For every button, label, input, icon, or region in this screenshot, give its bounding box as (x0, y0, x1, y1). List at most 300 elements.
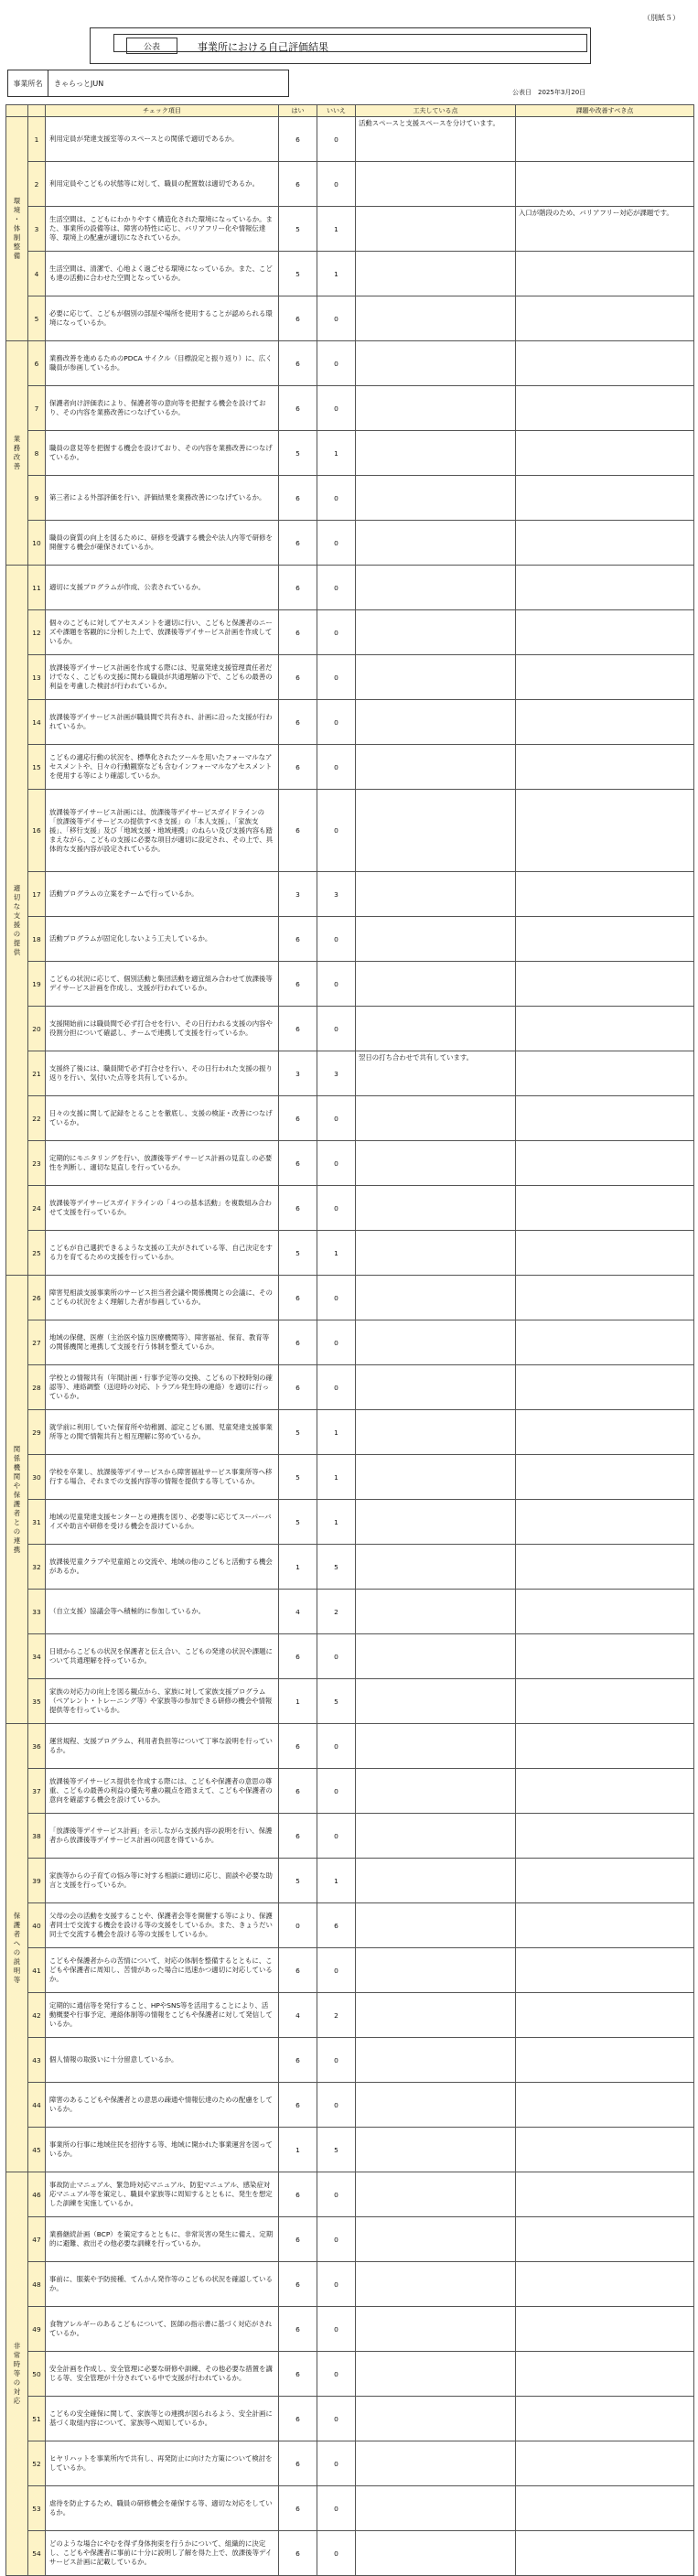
kufu-note (356, 2531, 516, 2576)
yes-count: 6 (279, 1320, 317, 1365)
yes-count: 6 (279, 296, 317, 341)
kufu-note (356, 1814, 516, 1859)
item-number: 29 (28, 1410, 46, 1455)
item-number: 10 (28, 521, 46, 566)
kadai-note (516, 917, 694, 962)
kadai-note (516, 117, 694, 162)
kadai-note (516, 341, 694, 386)
check-item-text: 活動プログラムの立案をチームで行っているか。 (46, 872, 279, 917)
yes-count: 6 (279, 1096, 317, 1141)
kufu-note: 翌日の打ち合わせで共有しています。 (356, 1051, 516, 1096)
item-number: 23 (28, 1141, 46, 1186)
yes-count: 5 (279, 1455, 317, 1500)
yes-count: 1 (279, 2128, 317, 2172)
item-number: 37 (28, 1769, 46, 1814)
table-row (6, 1455, 694, 1500)
kadai-note (516, 1634, 694, 1679)
check-item-text: 職員の意見等を把握する機会を設けており、その内容を業務改善につなげているか。 (46, 431, 279, 476)
check-item-text: 適切に支援プログラムが作成、公表されているか。 (46, 566, 279, 610)
check-item-text: 父母の会の活動を支援することや、保護者会等を開催する等により、保護者同士で交流する機会を設ける等の支援をしているか。また、きょうだい同士で交流する機会を設ける等の支援をしているか。 (46, 1903, 279, 1948)
check-item-text: 必要に応じて、こどもが個別の部屋や場所を使用することが認められる環境になっているか。 (46, 296, 279, 341)
no-count: 1 (317, 1410, 356, 1455)
kufu-note (356, 207, 516, 252)
kadai-note (516, 1769, 694, 1814)
item-number: 31 (28, 1500, 46, 1545)
no-count: 1 (317, 431, 356, 476)
no-count: 0 (317, 1276, 356, 1320)
table-row (6, 790, 694, 872)
kufu-note (356, 296, 516, 341)
item-number: 38 (28, 1814, 46, 1859)
table-row (6, 2307, 694, 2352)
office-box (7, 70, 289, 97)
table-row (6, 1948, 694, 1993)
kufu-note (356, 1141, 516, 1186)
table-row (6, 162, 694, 207)
item-number: 17 (28, 872, 46, 917)
item-number: 43 (28, 2038, 46, 2083)
check-item-text: 放課後児童クラブや児童館との交流や、地域の他のこどもと活動する機会があるか。 (46, 1545, 279, 1590)
yes-count: 6 (279, 790, 317, 872)
kufu-note (356, 917, 516, 962)
table-row (6, 1365, 694, 1410)
check-item-text: 事故防止マニュアル、緊急時対応マニュアル、防犯マニュアル、感染症対応マニュアル等を策定し、職員や家族等に周知するとともに、発生を想定した訓練を実施しているか。 (46, 2172, 279, 2217)
no-count: 0 (317, 2486, 356, 2531)
item-number: 6 (28, 341, 46, 386)
item-number: 45 (28, 2128, 46, 2172)
kadai-note (516, 1814, 694, 1859)
kadai-note (516, 1993, 694, 2038)
category-cell: 環 境 ・ 体 制 整 備 (6, 117, 28, 341)
yes-count: 6 (279, 566, 317, 610)
category-cell: 適 切 な 支 援 の 提 供 (6, 566, 28, 1276)
check-item-text: 食物アレルギーのあるこどもについて、医師の指示書に基づく対応がされているか。 (46, 2307, 279, 2352)
table-row (6, 872, 694, 917)
kadai-note (516, 296, 694, 341)
check-item-text: 就学前に利用していた保育所や幼稚園、認定こども園、児童発達支援事業所等との間で情報共有と相互理解に努めているか。 (46, 1410, 279, 1455)
table-row (6, 1007, 694, 1051)
yes-count: 6 (279, 2352, 317, 2397)
kadai-note (516, 1096, 694, 1141)
check-item-text: 学校を卒業し、放課後等デイサービスから障害福祉サービス事業所等へ移行する場合、それまでの支援内容等の情報を提供する等しているか。 (46, 1455, 279, 1500)
kufu-note (356, 1410, 516, 1455)
title-inner-frame (113, 34, 587, 52)
kadai-note (516, 1276, 694, 1320)
no-count: 1 (317, 1859, 356, 1903)
item-number: 9 (28, 476, 46, 521)
kadai-note (516, 1455, 694, 1500)
table-row (6, 2083, 694, 2128)
check-item-text: こどもの安全確保に関して、家族等との連携が図られるよう、安全計画に基づく取組内容について、家族等へ周知しているか。 (46, 2397, 279, 2441)
item-number: 51 (28, 2397, 46, 2441)
kufu-note (356, 2128, 516, 2172)
check-item-text: 放課後等デイサービス計画を作成する際には、児童発達支援管理責任者だけでなく、こどもの支援に関わる職員が共通理解の下で、こどもの最善の利益を考慮した検討が行われているか。 (46, 655, 279, 700)
kadai-note (516, 700, 694, 745)
kufu-note (356, 655, 516, 700)
check-item-text: どのような場合にやむを得ず身体拘束を行うかについて、組織的に決定し、こどもや保護者に事前に十分に説明し了解を得た上で、放課後等デイサービス計画に記載しているか。 (46, 2531, 279, 2576)
header-number (28, 105, 46, 117)
check-item-text: 第三者による外部評価を行い、評価結果を業務改善につなげているか。 (46, 476, 279, 521)
table-row (6, 1724, 694, 1769)
kadai-note (516, 1231, 694, 1276)
kadai-note (516, 2172, 694, 2217)
check-item-text: 定期的にモニタリングを行い、放課後等デイサービス計画の見直しの必要性を判断し、適切な見直しを行っているか。 (46, 1141, 279, 1186)
item-number: 33 (28, 1590, 46, 1634)
kufu-note (356, 2352, 516, 2397)
yes-count: 6 (279, 917, 317, 962)
kadai-note (516, 1500, 694, 1545)
table-row (6, 1051, 694, 1096)
kadai-note (516, 745, 694, 790)
kufu-note (356, 962, 516, 1007)
kufu-note (356, 2486, 516, 2531)
kufu-note (356, 745, 516, 790)
table-row (6, 1410, 694, 1455)
no-count: 5 (317, 2128, 356, 2172)
no-count: 0 (317, 117, 356, 162)
yes-count: 6 (279, 655, 317, 700)
table-row (6, 2038, 694, 2083)
no-count: 0 (317, 1365, 356, 1410)
check-item-text: 虐待を防止するため、職員の研修機会を確保する等、適切な対応をしているか。 (46, 2486, 279, 2531)
yes-count: 6 (279, 745, 317, 790)
item-number: 1 (28, 117, 46, 162)
kadai-note (516, 2486, 694, 2531)
kufu-note (356, 1500, 516, 1545)
check-item-text: こどもや保護者からの苦情について、対応の体制を整備するとともに、こどもや保護者に周知し、苦情があった場合に迅速かつ適切に対応しているか。 (46, 1948, 279, 1993)
kufu-note (356, 1096, 516, 1141)
kadai-note (516, 2038, 694, 2083)
table-row (6, 1634, 694, 1679)
category-cell: 業 務 改 善 (6, 341, 28, 566)
kadai-note (516, 162, 694, 207)
table-row (6, 2531, 694, 2576)
no-count: 5 (317, 1545, 356, 1590)
kufu-note (356, 1724, 516, 1769)
item-number: 3 (28, 207, 46, 252)
table-row (6, 1500, 694, 1545)
no-count: 0 (317, 745, 356, 790)
check-item-text: （自立支援）協議会等へ積極的に参加しているか。 (46, 1590, 279, 1634)
check-item-text: 障害児相談支援事業所のサービス担当者会議や関係機関との会議に、そのこどもの状況をよく理解した者が参画しているか。 (46, 1276, 279, 1320)
check-item-text: 放課後等デイサービス計画が職員間で共有され、計画に沿った支援が行われているか。 (46, 700, 279, 745)
check-item-text: 「放課後等デイサービス計画」を示しながら支援内容の説明を行い、保護者から放課後等デイサービス計画の同意を得ているか。 (46, 1814, 279, 1859)
kadai-note (516, 566, 694, 610)
no-count: 0 (317, 386, 356, 431)
table-row (6, 2486, 694, 2531)
no-count: 0 (317, 1007, 356, 1051)
check-item-text: 学校との情報共有（年間計画・行事予定等の交換、こどもの下校時刻の確認等）、連絡調整（送迎時の対応、トラブル発生時の連絡）を適切に行っているか。 (46, 1365, 279, 1410)
kadai-note (516, 1410, 694, 1455)
kadai-note (516, 1724, 694, 1769)
item-number: 54 (28, 2531, 46, 2576)
yes-count: 6 (279, 962, 317, 1007)
yes-count: 6 (279, 2486, 317, 2531)
item-number: 13 (28, 655, 46, 700)
item-number: 49 (28, 2307, 46, 2352)
check-item-text: 定期的に通信等を発行すること、HPやSNS等を活用することにより、活動概要や行事予定、連絡体制等の情報をこどもや保護者に対して発信しているか。 (46, 1993, 279, 2038)
item-number: 12 (28, 610, 46, 655)
no-count: 0 (317, 2531, 356, 2576)
check-item-text: 業務改善を進めるためのPDCA サイクル（目標設定と振り返り）に、広く職員が参画しているか。 (46, 341, 279, 386)
item-number: 36 (28, 1724, 46, 1769)
kadai-note (516, 1545, 694, 1590)
kufu-note (356, 2172, 516, 2217)
header-kufu: 工夫している点 (356, 105, 516, 117)
kufu-note (356, 1455, 516, 1500)
yes-count: 5 (279, 431, 317, 476)
yes-count: 3 (279, 1051, 317, 1096)
table-row (6, 1859, 694, 1903)
table-row (6, 341, 694, 386)
header-category (6, 105, 28, 117)
yes-count: 6 (279, 1634, 317, 1679)
check-item-text: 利用定員やこどもの状態等に対して、職員の配置数は適切であるか。 (46, 162, 279, 207)
no-count: 2 (317, 1590, 356, 1634)
kadai-note (516, 2262, 694, 2307)
item-number: 19 (28, 962, 46, 1007)
yes-count: 6 (279, 2531, 317, 2576)
item-number: 21 (28, 1051, 46, 1096)
check-item-text: 地域の保健、医療（主治医や協力医療機関等）、障害福祉、保育、教育等の関係機関と連携して支援を行う体制を整えているか。 (46, 1320, 279, 1365)
check-item-text: 安全計画を作成し、安全管理に必要な研修や訓練、その他必要な措置を講じる等、安全管理が十分されている中で支援が行われているか。 (46, 2352, 279, 2397)
yes-count: 5 (279, 1500, 317, 1545)
kufu-note (356, 1320, 516, 1365)
no-count: 0 (317, 2038, 356, 2083)
item-number: 7 (28, 386, 46, 431)
item-number: 25 (28, 1231, 46, 1276)
table-row (6, 521, 694, 566)
no-count: 0 (317, 610, 356, 655)
check-item-text: 支援開始前には職員間で必ず打合せを行い、その日行われる支援の内容や役割分担について確認し、チームで連携して支援を行っているか。 (46, 1007, 279, 1051)
kufu-note (356, 2397, 516, 2441)
kadai-note (516, 1320, 694, 1365)
kufu-note (356, 1859, 516, 1903)
kufu-note (356, 341, 516, 386)
evaluation-table (5, 104, 694, 2576)
kadai-note (516, 2352, 694, 2397)
no-count: 0 (317, 655, 356, 700)
kufu-note: 活動スペースと支援スペースを分けています。 (356, 117, 516, 162)
no-count: 0 (317, 521, 356, 566)
yes-count: 3 (279, 872, 317, 917)
item-number: 26 (28, 1276, 46, 1320)
yes-count: 6 (279, 2262, 317, 2307)
table-row (6, 117, 694, 162)
item-number: 30 (28, 1455, 46, 1500)
check-item-text: 活動プログラムが固定化しないよう工夫しているか。 (46, 917, 279, 962)
header-check-item: チェック項目 (46, 105, 279, 117)
yes-count: 4 (279, 1590, 317, 1634)
kufu-note (356, 1276, 516, 1320)
item-number: 2 (28, 162, 46, 207)
kufu-note (356, 790, 516, 872)
kufu-note (356, 2217, 516, 2262)
table-row (6, 2397, 694, 2441)
yes-count: 6 (279, 1365, 317, 1410)
yes-count: 6 (279, 476, 317, 521)
item-number: 52 (28, 2441, 46, 2486)
yes-count: 6 (279, 1814, 317, 1859)
item-number: 40 (28, 1903, 46, 1948)
table-row (6, 1231, 694, 1276)
no-count: 0 (317, 917, 356, 962)
no-count: 0 (317, 1634, 356, 1679)
no-count: 0 (317, 1141, 356, 1186)
item-number: 53 (28, 2486, 46, 2531)
kufu-note (356, 1993, 516, 2038)
kadai-note (516, 610, 694, 655)
no-count: 0 (317, 2083, 356, 2128)
kadai-note (516, 2531, 694, 2576)
yes-count: 6 (279, 1948, 317, 1993)
kufu-note (356, 1769, 516, 1814)
kufu-note (356, 1231, 516, 1276)
kufu-note (356, 2262, 516, 2307)
no-count: 1 (317, 207, 356, 252)
item-number: 46 (28, 2172, 46, 2217)
item-number: 50 (28, 2352, 46, 2397)
table-row (6, 1903, 694, 1948)
table-row (6, 2172, 694, 2217)
kadai-note (516, 1007, 694, 1051)
yes-count: 6 (279, 521, 317, 566)
item-number: 5 (28, 296, 46, 341)
check-item-text: 生活空間は、清潔で、心地よく過ごせる環境になっているか。また、こども達の活動に合わせた空間となっているか。 (46, 252, 279, 296)
no-count: 0 (317, 476, 356, 521)
item-number: 32 (28, 1545, 46, 1590)
header-yes: はい (279, 105, 317, 117)
no-count: 0 (317, 790, 356, 872)
table-row (6, 1276, 694, 1320)
yes-count: 6 (279, 2038, 317, 2083)
kufu-note (356, 1903, 516, 1948)
kadai-note (516, 2441, 694, 2486)
yes-count: 6 (279, 2441, 317, 2486)
yes-count: 6 (279, 2397, 317, 2441)
check-item-text: こどもの適応行動の状況を、標準化されたツールを用いたフォーマルなアセスメントや、日々の行動観察なども含むインフォーマルなアセスメントを使用する等により確認しているか。 (46, 745, 279, 790)
check-item-text: 日頃からこどもの状況を保護者と伝え合い、こどもの発達の状況や課題について共通理解を持っているか。 (46, 1634, 279, 1679)
check-item-text: 地域の児童発達支援センターとの連携を図り、必要等に応じてスーパーバイズや助言や研修を受ける機会を設けているか。 (46, 1500, 279, 1545)
kadai-note (516, 655, 694, 700)
check-item-text: 利用定員が発達支援室等のスペースとの関係で適切であるか。 (46, 117, 279, 162)
check-item-text: 事前に、服薬や予防接種、てんかん発作等のこどもの状況を確認しているか。 (46, 2262, 279, 2307)
kufu-note (356, 252, 516, 296)
table-row (6, 476, 694, 521)
kufu-note (356, 2038, 516, 2083)
yes-count: 5 (279, 1231, 317, 1276)
no-count: 0 (317, 2217, 356, 2262)
no-count: 0 (317, 2441, 356, 2486)
item-number: 34 (28, 1634, 46, 1679)
kufu-note (356, 1186, 516, 1231)
kadai-note (516, 1859, 694, 1903)
yes-count: 6 (279, 117, 317, 162)
yes-count: 5 (279, 252, 317, 296)
publication-date: 公表日 2025年3月20日 (512, 89, 586, 96)
table-row (6, 1769, 694, 1814)
yes-count: 6 (279, 1007, 317, 1051)
kadai-note (516, 1590, 694, 1634)
kufu-note (356, 162, 516, 207)
kadai-note (516, 1141, 694, 1186)
table-row (6, 252, 694, 296)
kadai-note (516, 1903, 694, 1948)
yes-count: 4 (279, 1993, 317, 2038)
item-number: 18 (28, 917, 46, 962)
item-number: 42 (28, 1993, 46, 2038)
yes-count: 6 (279, 2307, 317, 2352)
kadai-note (516, 2307, 694, 2352)
check-item-text: 個々のこどもに対してアセスメントを適切に行い、こどもと保護者のニーズや課題を客観的に分析した上で、放課後等デイサービス計画を作成しているか。 (46, 610, 279, 655)
item-number: 11 (28, 566, 46, 610)
header-no: いいえ (317, 105, 356, 117)
no-count: 3 (317, 1051, 356, 1096)
kufu-note (356, 2441, 516, 2486)
yes-count: 6 (279, 1186, 317, 1231)
table-row (6, 2441, 694, 2486)
yes-count: 1 (279, 1545, 317, 1590)
no-count: 0 (317, 700, 356, 745)
no-count: 0 (317, 1724, 356, 1769)
no-count: 3 (317, 872, 356, 917)
no-count: 1 (317, 1500, 356, 1545)
check-item-text: 個人情報の取扱いに十分留意しているか。 (46, 2038, 279, 2083)
table-row (6, 566, 694, 610)
table-row (6, 2128, 694, 2172)
yes-count: 6 (279, 341, 317, 386)
kadai-note (516, 2217, 694, 2262)
kufu-note (356, 872, 516, 917)
check-item-text: 支援終了後には、職員間で必ず打合せを行い、その日行われた支援の振り返りを行い、気付いた点等を共有しているか。 (46, 1051, 279, 1096)
kufu-note (356, 2083, 516, 2128)
kufu-note (356, 1590, 516, 1634)
yes-count: 6 (279, 2217, 317, 2262)
kufu-note (356, 2307, 516, 2352)
item-number: 44 (28, 2083, 46, 2128)
kufu-note (356, 566, 516, 610)
kufu-note (356, 476, 516, 521)
no-count: 0 (317, 162, 356, 207)
kufu-note (356, 1545, 516, 1590)
check-item-text: 運営規程、支援プログラム、利用者負担等について丁寧な説明を行っているか。 (46, 1724, 279, 1769)
no-count: 0 (317, 1096, 356, 1141)
check-item-text: 保護者向け評価表により、保護者等の意向等を把握する機会を設けており、その内容を業務改善につなげているか。 (46, 386, 279, 431)
yes-count: 6 (279, 1769, 317, 1814)
kufu-note (356, 1948, 516, 1993)
kufu-note (356, 700, 516, 745)
kadai-note (516, 2397, 694, 2441)
item-number: 47 (28, 2217, 46, 2262)
kadai-note (516, 962, 694, 1007)
no-count: 0 (317, 2307, 356, 2352)
office-name: きゃらっとJUN (54, 79, 104, 88)
no-count: 0 (317, 962, 356, 1007)
item-number: 41 (28, 1948, 46, 1993)
kufu-note (356, 431, 516, 476)
check-item-text: 日々の支援に関して記録をとることを徹底し、支援の検証・改善につなげているか。 (46, 1096, 279, 1141)
kufu-note (356, 386, 516, 431)
item-number: 27 (28, 1320, 46, 1365)
check-item-text: 障害のあるこどもや保護者との意思の疎通や情報伝達のための配慮をしているか。 (46, 2083, 279, 2128)
kadai-note (516, 252, 694, 296)
table-header-row (6, 105, 694, 117)
no-count: 0 (317, 1948, 356, 1993)
yes-count: 5 (279, 1859, 317, 1903)
check-item-text: 業務継続計画（BCP）を策定するとともに、非常災害の発生に備え、定期的に避難、救出その他必要な訓練を行っているか。 (46, 2217, 279, 2262)
table-row (6, 1679, 694, 1724)
item-number: 15 (28, 745, 46, 790)
